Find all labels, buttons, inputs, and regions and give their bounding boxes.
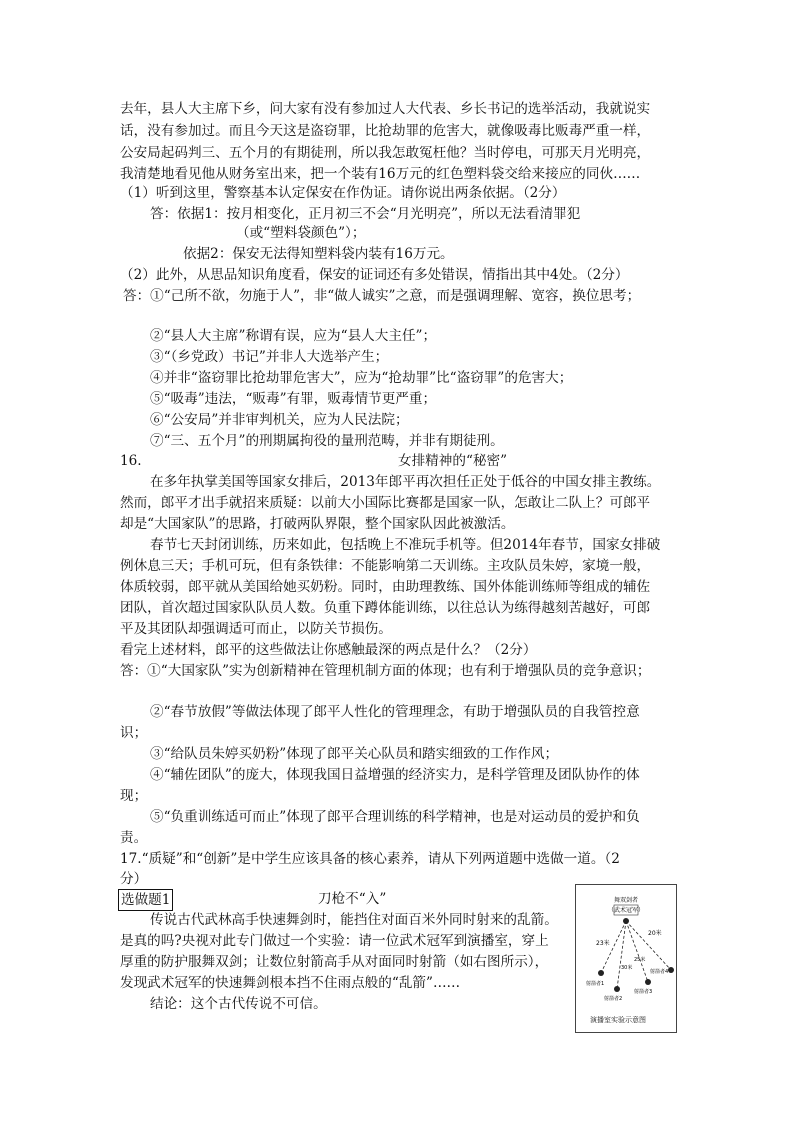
answer-15-2-line: ③“（乡党政）书记”并非人大选举产生； (150, 349, 389, 365)
answer-16-line: ⑤“负重训练适可而止”体现了郎平合理训练的科学精神，也是对运动员的爱护和负 (150, 809, 640, 825)
experiment-diagram (575, 884, 677, 1033)
option-1-line: 厚重的防护服舞双剑；让数位射箭高手从对面同时射箭（如右图所示）， (120, 954, 549, 970)
distance-left: 23米 (596, 940, 610, 947)
answer-15-2-line: ④并非“盗窃罪比抢劫罪危害大”，应为“抢劫罪”比“盗窃罪”的危害大； (150, 370, 573, 386)
question-16-prompt: 看完上述材料，郎平的这些做法让你感触最深的两点是什么？（2分） (120, 642, 537, 658)
answer-16-line: ②“春节放假”等做法体现了郎平人性化的管理理念，有助于增强队员的自我管控意 (150, 704, 640, 720)
answer-15-1-line: 答：依据1：按月相变化，正月初三不会“月光明亮”，所以无法看清罪犯 (150, 206, 581, 222)
archer-1-label: 射箭者1 (586, 981, 605, 987)
question-17-line: 分） (120, 871, 148, 887)
diagram-top-label-2: （武术冠军） (607, 907, 645, 914)
distance-right: 20米 (648, 930, 662, 937)
passage-16-line: 然而，郎平才出手就招来质疑：以前大小国际比赛都是国家一队，怎敢让二队上？可郎平 (120, 495, 651, 511)
answer-16-line: 识； (120, 725, 148, 741)
passage-line: 去年，县人大主席下乡，问大家有没有参加过人大代表、乡长书记的选举活动，我就说实 (120, 101, 651, 117)
diagram-top-label-1: 舞双剑者 (613, 897, 639, 904)
archer-2-dot (614, 986, 620, 992)
distance-mid2: 25米 (634, 957, 646, 963)
answer-15-1-line: 依据2：保安无法得知塑料袋内装有16万元。 (183, 246, 454, 262)
archer-1-dot (598, 970, 604, 976)
answer-15-2-line: ⑥“公安局”并非审判机关，应为人民法院； (150, 412, 409, 428)
question-17-line: 17.“质疑”和“创新”是中学生应该具备的核心素养，请从下列两道题中选做一道。（2 (120, 851, 620, 867)
answer-16-line: 现； (120, 788, 148, 804)
option-1-title: 刀枪不“入” (318, 891, 387, 907)
passage-16-line: 却是“大国家队”的思路，打破两队界限，整个国家队因此被激活。 (120, 516, 515, 532)
answer-16-line: ④“辅佐团队”的庞大，体现我国日益增强的经济实力，是科学管理及团队协作的体 (150, 767, 640, 783)
passage-16-line: 在多年执掌美国等国家女排后，2013年郎平再次担任正处于低谷的中国女排主教练。 (150, 474, 661, 490)
path-line (626, 921, 671, 970)
question-16-number: 16. (120, 453, 142, 469)
answer-16-line: ③“给队员朱婷买奶粉”体现了郎平关心队员和踏实细致的工作作风； (150, 746, 559, 762)
question-16-title: 女排精神的“秘密” (398, 453, 508, 469)
experiment-diagram-svg (576, 885, 676, 1032)
passage-16-line: 平及其团队却强调适可而止，以防关节损伤。 (120, 621, 392, 637)
question-15-2: （2）此外，从思品知识角度看，保安的证词还有多处错误，情指出其中4处。（2分） (120, 267, 629, 283)
archer-3-dot (645, 979, 651, 985)
option-1-label: 选做题1 (118, 889, 173, 911)
answer-15-2-line: 答：①“己所不欲，勿施于人”，非“做人诚实”之意，而是强调理解、宽容，换位思考； (123, 288, 641, 304)
option-1-line: 发现武术冠军的快速舞剑根本挡不住雨点般的“乱箭”…… (120, 975, 461, 991)
answer-15-2-line: ⑤“吸毒”违法，“贩毒”有罪，贩毒情节更严重； (150, 391, 437, 407)
archer-4-label: 射箭者4 (650, 969, 669, 975)
passage-16-line: 体质较弱，郎平就从美国给她买奶粉。同时，由助理教练、国外体能训练师等组成的辅佐 (120, 579, 651, 595)
answer-16-line: 责。 (120, 830, 148, 846)
archer-2-label: 射箭者2 (604, 996, 623, 1002)
path-line (626, 921, 648, 982)
answer-15-1-line: （或“塑料袋颜色”）； (236, 225, 366, 241)
archer-4-dot (668, 967, 674, 973)
passage-line: 我清楚地看见他从财务室出来，把一个装有16万元的红色塑料袋交给来接应的同伙…… (120, 166, 641, 182)
answer-15-2-line: ⑦“三、五个月”的刑期属拘役的量刑范畴，并非有期徒刑。 (150, 433, 504, 449)
passage-16-line: 例休息三天；手机可玩，但有条铁律：不能影响第二天训练。主攻队员朱婷，家境一般， (120, 558, 651, 574)
archer-3-label: 射箭者3 (634, 989, 653, 995)
question-15-1: （1）听到这里，警察基本认定保安在作伪证。请你说出两条依据。（2分） (120, 185, 566, 201)
diagram-caption: 演播室实验示意图 (590, 1016, 646, 1024)
passage-line: 公安局起码判三、五个月的有期徒刑，所以我怎敢冤枉他？当时停电，可那天月光明亮， (120, 145, 651, 161)
answer-15-2-line: ②“县人大主席”称谓有误，应为“县人大主任”； (150, 328, 437, 344)
passage-16-line: 春节七天封闭训练，历来如此，包括晚上不准玩手机等。但2014年春节，国家女排破 (150, 537, 661, 553)
option-1-line: 传说古代武林高手快速舞剑时，能挡住对面百米外同时射来的乱箭。 (150, 912, 558, 928)
answer-16-line: 答：①“大国家队”实为创新精神在管理机制方面的体现；也有利于增强队员的竞争意识； (120, 663, 651, 679)
option-1-conclusion: 结论：这个古代传说不可信。 (150, 996, 327, 1012)
distance-mid1: 30米 (621, 965, 633, 971)
passage-16-line: 团队，首次超过国家队队员人数。负重下蹲体能训练，以往总认为练得越刻苦越好，可郎 (120, 600, 651, 616)
passage-line: 话，没有参加过。而且今天这是盗窃罪，比抢劫罪的危害大，就像吸毒比贩毒严重一样， (120, 123, 651, 139)
option-1-line: 是真的吗?央视对此专门做过一个实验：请一位武术冠军到演播室，穿上 (120, 933, 549, 949)
